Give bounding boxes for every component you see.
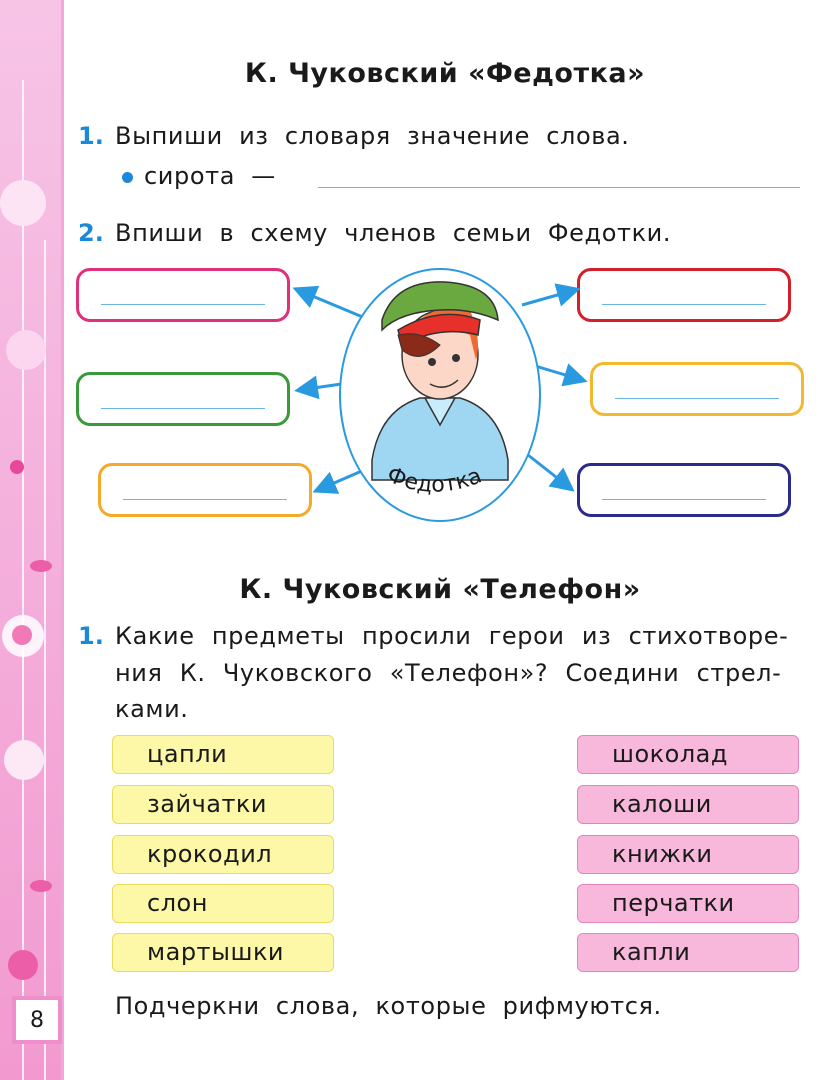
word-label: сирота — [144,162,276,190]
footer-instruction: Подчеркни слова, которые рифмуются. [115,992,662,1020]
task-text-line: ками. [115,695,189,723]
hero-card[interactable]: крокодил [112,835,334,874]
task-number: 1. [78,122,104,150]
item-card[interactable]: книжки [577,835,799,874]
hero-card[interactable]: мартышки [112,933,334,972]
task-number: 1. [78,622,104,650]
hero-card[interactable]: зайчатки [112,785,334,824]
task-text-line: Какие предметы просили герои из стихотворе- [115,622,789,650]
item-card[interactable]: капли [577,933,799,972]
item-card[interactable]: шоколад [577,735,799,774]
item-card[interactable]: перчатки [577,884,799,923]
page-number: 8 [12,996,62,1044]
hero-card[interactable]: цапли [112,735,334,774]
task-text: Выпиши из словаря значение слова. [115,122,630,150]
hero-card[interactable]: слон [112,884,334,923]
section-title-telefon: К. Чуковский «Телефон» [239,574,641,605]
center-label: Федотка [383,462,486,498]
item-card[interactable]: калоши [577,785,799,824]
task-number: 2. [78,219,104,247]
task-text-line: ния К. Чуковского «Телефон»? Соедини стрел- [115,659,782,687]
task-text: Впиши в схему членов семьи Федотки. [115,219,672,247]
section-title-fedotka: К. Чуковский «Федотка» [244,58,646,89]
